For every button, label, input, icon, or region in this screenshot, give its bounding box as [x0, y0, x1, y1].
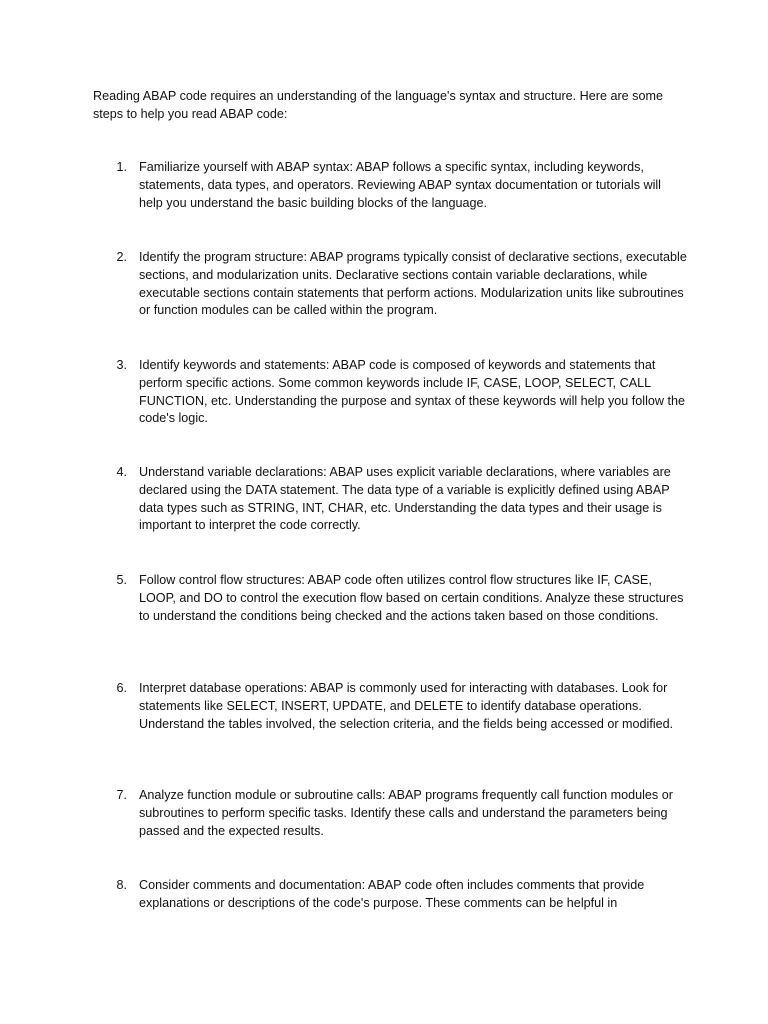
list-item-5 — [93, 572, 688, 625]
list-number: 4. — [116, 465, 127, 479]
list-item-2 — [93, 249, 688, 320]
list-item-text: Interpret database operations: ABAP is commonly used for interacting with databases. Look for statements like SELECT, INSERT, UPDATE, and DELETE to identify database operations. Understand the tables involved, the selection criteria, and the fields being accessed or modified. — [139, 681, 674, 731]
list-number: 5. — [116, 573, 127, 587]
list-item-1 — [93, 159, 688, 212]
list-item-text: Familiarize yourself with ABAP syntax: ABAP follows a specific syntax, including keywords, statements, data types, and operators. Reviewing ABAP syntax documentation or tutorials will help you understand the basic building blocks of the language. — [139, 160, 661, 210]
list-number: 1. — [116, 160, 127, 174]
list-item-6 — [93, 680, 688, 733]
list-item-text: Follow control flow structures: ABAP code often utilizes control flow structures like IF, CASE, LOOP, and DO to control the execution flow based on certain conditions. Analyze these structures to understand the conditions being checked and the actions taken based on those conditions. — [139, 573, 684, 623]
list-number: 8. — [116, 878, 127, 892]
list-item-text: Identify the program structure: ABAP programs typically consist of declarative sections, executable sections, and modularization units. Declarative sections contain variable declarations, while executable sections contain statements that perform actions. Modularization units like subroutines or function modules can be called within the program. — [139, 250, 687, 318]
list-item-text: Understand variable declarations: ABAP uses explicit variable declarations, where variables are declared using the DATA statement. The data type of a variable is explicitly defined using ABAP data types such as STRING, INT, CHAR, etc. Understanding the data types and their usage is important to interpret the code correctly. — [139, 465, 671, 533]
list-item-4 — [93, 464, 688, 535]
list-item-3 — [93, 357, 688, 428]
list-number: 7. — [116, 788, 127, 802]
list-number: 6. — [116, 681, 127, 695]
list-item-text: Consider comments and documentation: ABAP code often includes comments that provide explanations or descriptions of the code's purpose. These comments can be helpful in — [139, 878, 645, 910]
list-item-text: Identify keywords and statements: ABAP code is composed of keywords and statements that perform specific actions. Some common keywords include IF, CASE, LOOP, SELECT, CALL FUNCTION, etc. Understanding the purpose and syntax of these keywords will help you follow the code's logic. — [139, 358, 685, 426]
list-item-8 — [93, 877, 688, 913]
intro-paragraph: Reading ABAP code requires an understanding of the language's syntax and structure. Here are some steps to help you read ABAP code: — [93, 89, 663, 121]
list-number: 3. — [116, 358, 127, 372]
list-item-7 — [93, 787, 688, 840]
list-item-text: Analyze function module or subroutine calls: ABAP programs frequently call function modules or subroutines to perform specific tasks. Identify these calls and understand the parameters being passed and the expected results. — [139, 788, 673, 838]
list-number: 2. — [116, 250, 127, 264]
